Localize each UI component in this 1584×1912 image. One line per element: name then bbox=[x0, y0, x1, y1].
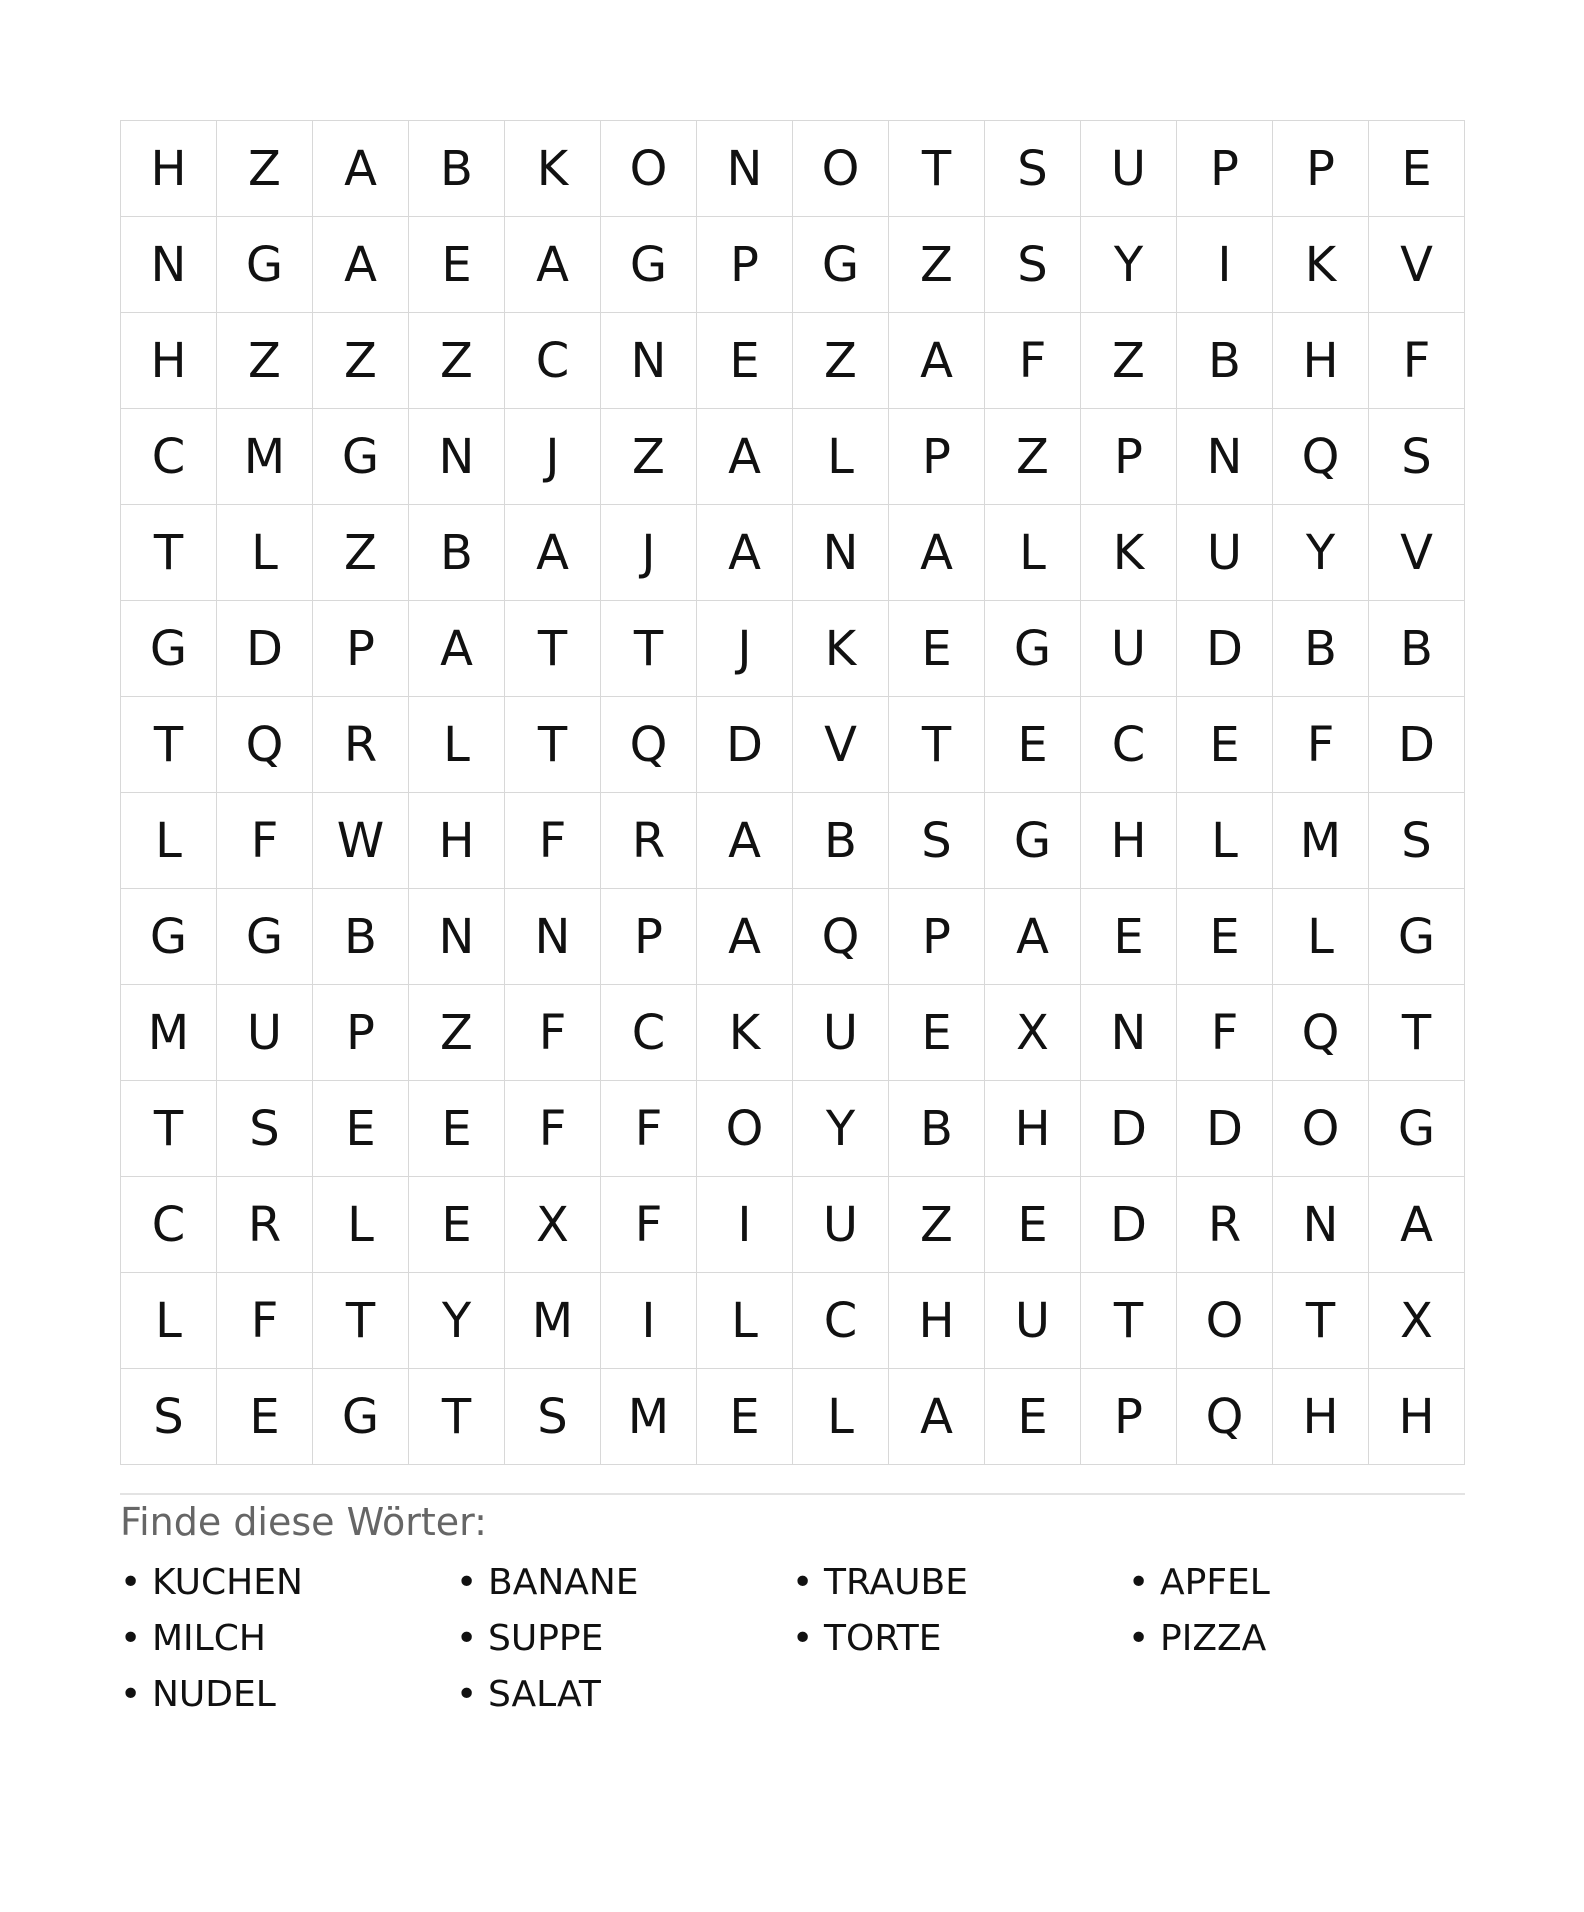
grid-cell[interactable]: T bbox=[1273, 1273, 1369, 1369]
grid-cell[interactable]: E bbox=[217, 1369, 313, 1465]
grid-cell[interactable]: Z bbox=[1081, 313, 1177, 409]
grid-cell[interactable]: S bbox=[217, 1081, 313, 1177]
grid-cell[interactable]: N bbox=[1177, 409, 1273, 505]
grid-cell[interactable]: A bbox=[889, 313, 985, 409]
grid-cell[interactable]: I bbox=[697, 1177, 793, 1273]
grid-cell[interactable]: G bbox=[985, 793, 1081, 889]
grid-cell[interactable]: F bbox=[1177, 985, 1273, 1081]
grid-cell[interactable]: P bbox=[889, 889, 985, 985]
grid-cell[interactable]: G bbox=[313, 409, 409, 505]
grid-cell[interactable]: Q bbox=[217, 697, 313, 793]
grid-cell[interactable]: F bbox=[217, 1273, 313, 1369]
grid-cell[interactable]: B bbox=[313, 889, 409, 985]
grid-cell[interactable]: K bbox=[1273, 217, 1369, 313]
grid-cell[interactable]: Z bbox=[217, 313, 313, 409]
grid-cell[interactable]: O bbox=[793, 121, 889, 217]
bullet-icon: • bbox=[456, 1674, 478, 1715]
grid-cell[interactable]: P bbox=[313, 601, 409, 697]
grid-cell[interactable]: B bbox=[409, 505, 505, 601]
grid-cell[interactable]: L bbox=[697, 1273, 793, 1369]
word-list-item bbox=[1128, 1611, 1464, 1667]
grid-cell[interactable]: T bbox=[121, 697, 217, 793]
grid-cell[interactable]: P bbox=[601, 889, 697, 985]
grid-cell[interactable]: L bbox=[121, 1273, 217, 1369]
grid-cell[interactable]: T bbox=[1081, 1273, 1177, 1369]
word-label: KUCHEN bbox=[152, 1562, 303, 1603]
grid-cell[interactable]: P bbox=[313, 985, 409, 1081]
grid-cell[interactable]: O bbox=[601, 121, 697, 217]
grid-cell[interactable]: S bbox=[985, 217, 1081, 313]
grid-cell[interactable]: K bbox=[1081, 505, 1177, 601]
grid-cell[interactable]: E bbox=[313, 1081, 409, 1177]
word-label: APFEL bbox=[1160, 1562, 1270, 1603]
grid-cell[interactable]: T bbox=[505, 601, 601, 697]
grid-cell[interactable]: A bbox=[985, 889, 1081, 985]
grid-cell[interactable]: F bbox=[217, 793, 313, 889]
grid-cell[interactable]: S bbox=[1369, 409, 1465, 505]
word-list-item bbox=[120, 1555, 456, 1611]
grid-cell[interactable]: U bbox=[1081, 601, 1177, 697]
grid-cell[interactable]: G bbox=[217, 217, 313, 313]
bullet-icon: • bbox=[792, 1618, 814, 1659]
divider bbox=[120, 1493, 1465, 1495]
grid-cell[interactable]: A bbox=[409, 601, 505, 697]
grid-cell[interactable]: P bbox=[1273, 121, 1369, 217]
word-list-item bbox=[456, 1611, 792, 1667]
bullet-icon: • bbox=[792, 1562, 814, 1603]
word-label: BANANE bbox=[488, 1562, 639, 1603]
grid-cell[interactable]: D bbox=[217, 601, 313, 697]
grid-cell[interactable]: Y bbox=[1273, 505, 1369, 601]
grid-cell[interactable]: N bbox=[1081, 985, 1177, 1081]
word-list bbox=[120, 1555, 1465, 1723]
grid-cell[interactable]: S bbox=[121, 1369, 217, 1465]
grid-cell[interactable]: R bbox=[601, 793, 697, 889]
grid-cell[interactable]: E bbox=[409, 217, 505, 313]
bullet-icon: • bbox=[456, 1618, 478, 1659]
grid-cell[interactable]: A bbox=[313, 121, 409, 217]
grid-cell[interactable]: C bbox=[793, 1273, 889, 1369]
grid-cell[interactable]: H bbox=[409, 793, 505, 889]
grid-cell[interactable]: E bbox=[1177, 889, 1273, 985]
grid-cell[interactable]: P bbox=[889, 409, 985, 505]
grid-cell[interactable]: E bbox=[889, 985, 985, 1081]
grid-cell[interactable]: D bbox=[1177, 601, 1273, 697]
grid-cell[interactable]: Z bbox=[409, 985, 505, 1081]
grid-cell[interactable]: F bbox=[1369, 313, 1465, 409]
word-list-item bbox=[792, 1611, 1128, 1667]
bullet-icon: • bbox=[120, 1618, 142, 1659]
word-label: SALAT bbox=[488, 1674, 601, 1715]
bullet-icon: • bbox=[1128, 1618, 1150, 1659]
grid-cell[interactable]: C bbox=[601, 985, 697, 1081]
grid-cell[interactable]: G bbox=[601, 217, 697, 313]
bullet-icon: • bbox=[1128, 1562, 1150, 1603]
grid-cell[interactable]: Y bbox=[793, 1081, 889, 1177]
grid-cell[interactable]: A bbox=[505, 217, 601, 313]
grid-cell[interactable]: E bbox=[985, 1369, 1081, 1465]
grid-cell[interactable]: C bbox=[121, 1177, 217, 1273]
grid-cell[interactable]: E bbox=[409, 1177, 505, 1273]
grid-cell[interactable]: L bbox=[985, 505, 1081, 601]
grid-cell[interactable]: L bbox=[793, 409, 889, 505]
grid-cell[interactable]: P bbox=[1081, 1369, 1177, 1465]
word-label: NUDEL bbox=[152, 1674, 276, 1715]
grid-cell[interactable]: H bbox=[121, 313, 217, 409]
grid-cell[interactable]: T bbox=[889, 697, 985, 793]
grid-cell[interactable]: U bbox=[1081, 121, 1177, 217]
grid-cell[interactable]: T bbox=[1369, 985, 1465, 1081]
grid-cell[interactable]: X bbox=[985, 985, 1081, 1081]
grid-cell[interactable]: K bbox=[505, 121, 601, 217]
grid-cell[interactable]: A bbox=[313, 217, 409, 313]
grid-cell[interactable]: J bbox=[505, 409, 601, 505]
word-label: TORTE bbox=[824, 1618, 942, 1659]
grid-cell[interactable]: G bbox=[1369, 1081, 1465, 1177]
grid-cell[interactable]: N bbox=[409, 409, 505, 505]
grid-cell[interactable]: D bbox=[1177, 1081, 1273, 1177]
grid-cell[interactable]: C bbox=[505, 313, 601, 409]
grid-cell[interactable]: K bbox=[697, 985, 793, 1081]
grid-cell[interactable]: N bbox=[1273, 1177, 1369, 1273]
grid-cell[interactable]: K bbox=[793, 601, 889, 697]
grid-cell[interactable]: I bbox=[601, 1273, 697, 1369]
word-list-heading: Finde diese Wörter: bbox=[120, 1500, 487, 1544]
grid-cell[interactable]: E bbox=[985, 1177, 1081, 1273]
grid-cell[interactable]: S bbox=[1369, 793, 1465, 889]
word-label: PIZZA bbox=[1160, 1618, 1267, 1659]
grid-cell[interactable]: Q bbox=[1273, 409, 1369, 505]
grid-cell[interactable]: Z bbox=[985, 409, 1081, 505]
grid-cell[interactable]: Y bbox=[409, 1273, 505, 1369]
grid-cell[interactable]: G bbox=[217, 889, 313, 985]
grid-cell[interactable]: N bbox=[409, 889, 505, 985]
grid-cell[interactable]: B bbox=[1273, 601, 1369, 697]
grid-cell[interactable]: Y bbox=[1081, 217, 1177, 313]
grid-cell[interactable]: F bbox=[505, 793, 601, 889]
grid-cell[interactable]: F bbox=[601, 1177, 697, 1273]
grid-cell[interactable]: Z bbox=[889, 1177, 985, 1273]
grid-cell[interactable]: R bbox=[217, 1177, 313, 1273]
grid-cell[interactable]: L bbox=[217, 505, 313, 601]
grid-cell[interactable]: I bbox=[1177, 217, 1273, 313]
grid-cell[interactable]: L bbox=[1273, 889, 1369, 985]
bullet-icon: • bbox=[120, 1674, 142, 1715]
grid-cell[interactable]: V bbox=[793, 697, 889, 793]
grid-cell[interactable]: A bbox=[889, 1369, 985, 1465]
grid-cell[interactable]: N bbox=[793, 505, 889, 601]
grid-cell[interactable]: A bbox=[697, 409, 793, 505]
grid-cell[interactable]: M bbox=[601, 1369, 697, 1465]
grid-cell[interactable]: E bbox=[1177, 697, 1273, 793]
grid-cell[interactable]: Q bbox=[1273, 985, 1369, 1081]
grid-cell[interactable]: B bbox=[409, 121, 505, 217]
word-list-item bbox=[1128, 1555, 1464, 1611]
word-list-item bbox=[456, 1555, 792, 1611]
grid-cell[interactable]: L bbox=[121, 793, 217, 889]
grid-cell[interactable]: C bbox=[121, 409, 217, 505]
word-label: SUPPE bbox=[488, 1618, 604, 1659]
grid-cell[interactable]: H bbox=[985, 1081, 1081, 1177]
grid-cell[interactable]: E bbox=[985, 697, 1081, 793]
grid-cell[interactable]: M bbox=[121, 985, 217, 1081]
grid-cell[interactable]: O bbox=[697, 1081, 793, 1177]
grid-cell[interactable]: T bbox=[889, 121, 985, 217]
grid-cell[interactable]: N bbox=[697, 121, 793, 217]
grid-cell[interactable]: Z bbox=[889, 217, 985, 313]
grid-cell[interactable]: T bbox=[601, 601, 697, 697]
grid-cell[interactable]: D bbox=[1369, 697, 1465, 793]
grid-cell[interactable]: H bbox=[121, 121, 217, 217]
grid-cell[interactable]: G bbox=[793, 217, 889, 313]
grid-cell[interactable]: Z bbox=[601, 409, 697, 505]
grid-cell[interactable]: X bbox=[505, 1177, 601, 1273]
grid-cell[interactable]: Q bbox=[601, 697, 697, 793]
grid-cell[interactable]: E bbox=[409, 1081, 505, 1177]
grid-cell[interactable]: P bbox=[1081, 409, 1177, 505]
grid-cell[interactable]: T bbox=[409, 1369, 505, 1465]
grid-cell[interactable]: F bbox=[505, 985, 601, 1081]
grid-cell[interactable]: U bbox=[1177, 505, 1273, 601]
grid-cell[interactable]: H bbox=[1273, 313, 1369, 409]
grid-cell[interactable]: A bbox=[505, 505, 601, 601]
grid-cell[interactable]: B bbox=[889, 1081, 985, 1177]
grid-cell[interactable]: D bbox=[697, 697, 793, 793]
grid-cell[interactable]: U bbox=[217, 985, 313, 1081]
grid-cell[interactable]: L bbox=[793, 1369, 889, 1465]
grid-cell[interactable]: S bbox=[889, 793, 985, 889]
grid-cell[interactable]: P bbox=[1177, 121, 1273, 217]
word-list-item bbox=[120, 1667, 456, 1723]
grid-cell[interactable]: E bbox=[697, 313, 793, 409]
grid-cell[interactable]: T bbox=[505, 697, 601, 793]
grid-cell[interactable]: L bbox=[1177, 793, 1273, 889]
grid-cell[interactable]: T bbox=[121, 505, 217, 601]
grid-cell[interactable]: U bbox=[985, 1273, 1081, 1369]
grid-cell[interactable]: C bbox=[1081, 697, 1177, 793]
grid-cell[interactable]: E bbox=[697, 1369, 793, 1465]
word-search-grid bbox=[120, 120, 1465, 1465]
grid-cell[interactable]: L bbox=[313, 1177, 409, 1273]
grid-cell[interactable]: Z bbox=[217, 121, 313, 217]
bullet-icon: • bbox=[456, 1562, 478, 1603]
grid-cell[interactable]: M bbox=[1273, 793, 1369, 889]
grid-cell[interactable]: M bbox=[217, 409, 313, 505]
grid-cell[interactable]: D bbox=[1081, 1177, 1177, 1273]
grid-cell[interactable]: N bbox=[601, 313, 697, 409]
word-list-item bbox=[120, 1611, 456, 1667]
grid-cell[interactable]: J bbox=[697, 601, 793, 697]
grid-cell[interactable]: T bbox=[313, 1273, 409, 1369]
grid-cell[interactable]: M bbox=[505, 1273, 601, 1369]
grid-cell[interactable]: Z bbox=[313, 313, 409, 409]
grid-cell[interactable]: D bbox=[1081, 1081, 1177, 1177]
grid-cell[interactable]: N bbox=[505, 889, 601, 985]
grid-cell[interactable]: A bbox=[697, 505, 793, 601]
grid-cell[interactable]: S bbox=[505, 1369, 601, 1465]
grid-cell[interactable]: F bbox=[1273, 697, 1369, 793]
grid-cell[interactable]: G bbox=[1369, 889, 1465, 985]
grid-cell[interactable]: G bbox=[985, 601, 1081, 697]
grid-cell[interactable]: O bbox=[1273, 1081, 1369, 1177]
grid-cell[interactable]: E bbox=[889, 601, 985, 697]
grid-cell[interactable]: U bbox=[793, 1177, 889, 1273]
grid-cell[interactable]: J bbox=[601, 505, 697, 601]
word-label: MILCH bbox=[152, 1618, 266, 1659]
grid-cell[interactable]: G bbox=[121, 889, 217, 985]
grid-cell[interactable]: H bbox=[1369, 1369, 1465, 1465]
grid-cell[interactable]: B bbox=[793, 793, 889, 889]
grid-cell[interactable]: G bbox=[313, 1369, 409, 1465]
grid-cell[interactable]: S bbox=[985, 121, 1081, 217]
grid-cell[interactable]: V bbox=[1369, 217, 1465, 313]
grid-cell[interactable]: A bbox=[1369, 1177, 1465, 1273]
grid-cell[interactable]: F bbox=[985, 313, 1081, 409]
grid-cell[interactable]: Q bbox=[793, 889, 889, 985]
grid-cell[interactable]: E bbox=[1081, 889, 1177, 985]
grid-cell[interactable]: B bbox=[1369, 601, 1465, 697]
grid-cell[interactable]: H bbox=[1081, 793, 1177, 889]
grid-cell[interactable]: R bbox=[1177, 1177, 1273, 1273]
grid-cell[interactable]: X bbox=[1369, 1273, 1465, 1369]
grid-cell[interactable]: T bbox=[121, 1081, 217, 1177]
word-list-item bbox=[456, 1667, 792, 1723]
grid-cell[interactable]: F bbox=[601, 1081, 697, 1177]
grid-cell[interactable]: L bbox=[409, 697, 505, 793]
grid-cell[interactable]: Z bbox=[409, 313, 505, 409]
grid-cell[interactable]: A bbox=[697, 889, 793, 985]
grid-cell[interactable]: A bbox=[697, 793, 793, 889]
grid-cell[interactable]: N bbox=[121, 217, 217, 313]
grid-cell[interactable]: G bbox=[121, 601, 217, 697]
grid-cell[interactable]: A bbox=[889, 505, 985, 601]
grid-cell[interactable]: E bbox=[1369, 121, 1465, 217]
grid-cell[interactable]: H bbox=[889, 1273, 985, 1369]
word-label: TRAUBE bbox=[824, 1562, 968, 1603]
grid-cell[interactable]: W bbox=[313, 793, 409, 889]
grid-cell[interactable]: F bbox=[505, 1081, 601, 1177]
word-list-item bbox=[792, 1555, 1128, 1611]
grid-cell[interactable]: Q bbox=[1177, 1369, 1273, 1465]
grid-cell[interactable]: R bbox=[313, 697, 409, 793]
grid-cell[interactable]: P bbox=[697, 217, 793, 313]
grid-cell[interactable]: H bbox=[1273, 1369, 1369, 1465]
grid-cell[interactable]: O bbox=[1177, 1273, 1273, 1369]
grid-cell[interactable]: V bbox=[1369, 505, 1465, 601]
bullet-icon: • bbox=[120, 1562, 142, 1603]
grid-cell[interactable]: U bbox=[793, 985, 889, 1081]
grid-cell[interactable]: Z bbox=[793, 313, 889, 409]
grid-cell[interactable]: B bbox=[1177, 313, 1273, 409]
grid-cell[interactable]: Z bbox=[313, 505, 409, 601]
